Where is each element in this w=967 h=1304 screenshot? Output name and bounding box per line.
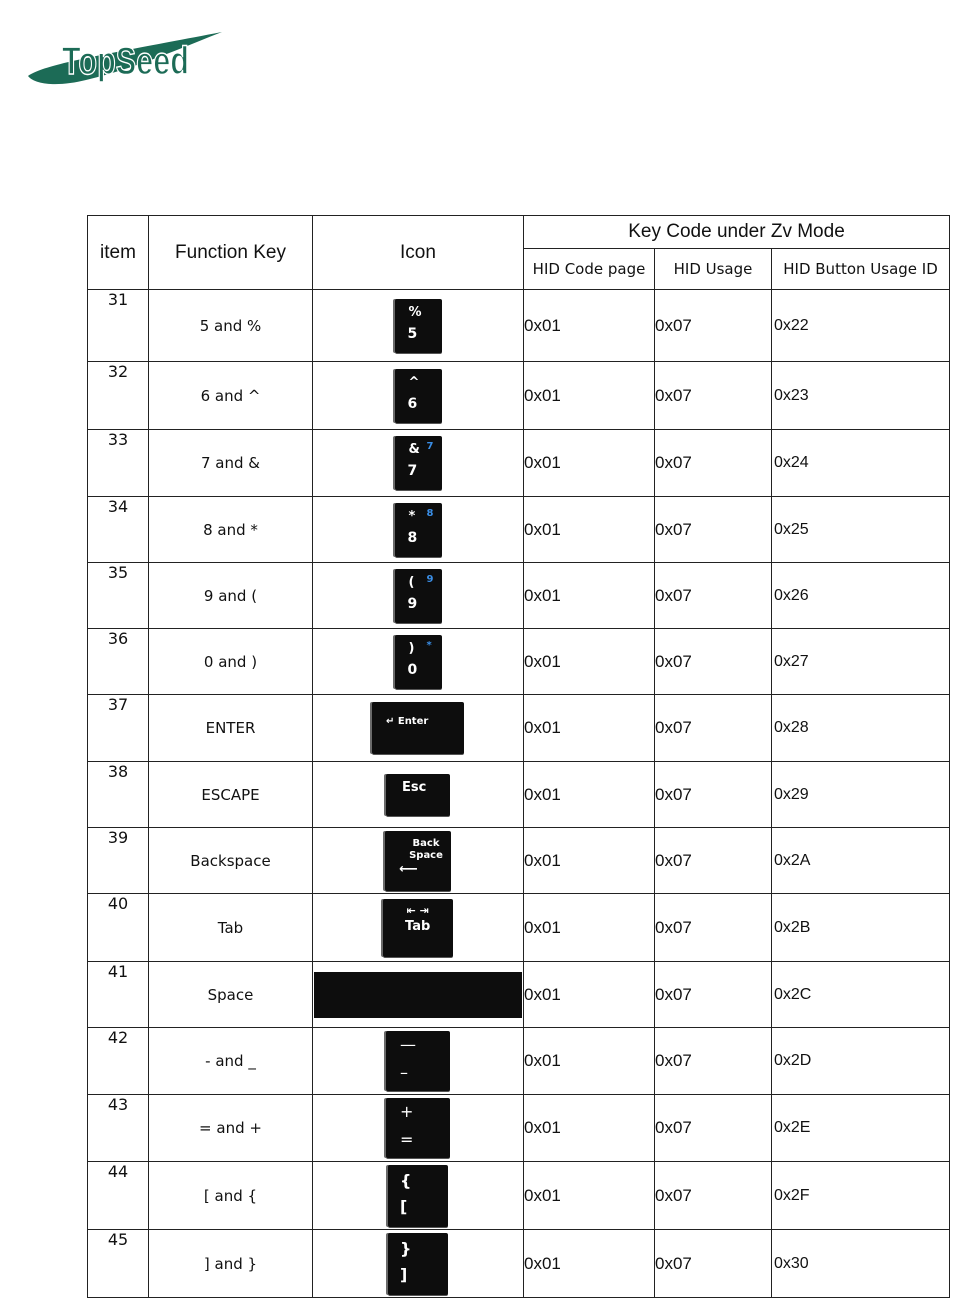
row-hid-button-usage-id: 0x2D — [772, 1028, 950, 1095]
table-row — [88, 1230, 950, 1298]
row-hid-button-usage-id: 0x23 — [772, 362, 950, 430]
row-hid-button-usage-id: 0x2B — [772, 894, 950, 962]
row-icon-cell — [313, 695, 524, 762]
keyboard-key-icon — [395, 635, 442, 689]
row-hid-button-usage-id: 0x2E — [772, 1095, 950, 1162]
key-main-glyph: 6 — [407, 395, 418, 412]
key-label: ↵ Enter — [386, 716, 429, 727]
row-hid-button-usage-id: 0x2F — [772, 1162, 950, 1230]
tab-arrows-icon: ⇤ ⇥ — [406, 903, 429, 917]
row-hid-code-page: 0x01 — [524, 362, 655, 430]
row-icon-cell — [313, 430, 524, 497]
row-hid-code-page: 0x01 — [524, 290, 655, 362]
key-label: Back Space — [409, 837, 443, 861]
row-hid-code-page: 0x01 — [524, 1230, 655, 1298]
key-shift-glyph: + — [400, 1102, 414, 1121]
table-row — [88, 362, 950, 430]
row-hid-code-page: 0x01 — [524, 430, 655, 497]
key-main-glyph: 8 — [407, 529, 418, 546]
header-key-code-group: Key Code under Zv Mode — [524, 216, 950, 249]
key-main-glyph: 0 — [407, 661, 418, 678]
row-item-number: 38 — [88, 762, 149, 828]
table-row — [88, 497, 950, 563]
table-row — [88, 290, 950, 362]
row-function-key: ESCAPE — [149, 762, 313, 828]
row-function-key: Backspace — [149, 828, 313, 894]
table-row — [88, 962, 950, 1028]
row-hid-code-page: 0x01 — [524, 695, 655, 762]
key-shift-glyph: — — [400, 1035, 416, 1054]
row-hid-usage: 0x07 — [655, 1162, 772, 1230]
keyboard-key-icon — [383, 899, 453, 957]
backspace-arrow-icon: ⟵ — [399, 861, 418, 877]
row-hid-button-usage-id: 0x30 — [772, 1230, 950, 1298]
row-hid-code-page: 0x01 — [524, 762, 655, 828]
row-icon-cell — [313, 1095, 524, 1162]
row-hid-usage: 0x07 — [655, 362, 772, 430]
row-hid-code-page: 0x01 — [524, 563, 655, 629]
row-icon-cell — [313, 894, 524, 962]
key-shift-glyph: ) — [408, 640, 415, 656]
row-hid-button-usage-id: 0x22 — [772, 290, 950, 362]
keyboard-key-icon — [395, 436, 442, 490]
row-function-key: Space — [149, 962, 313, 1028]
row-function-key: 8 and * — [149, 497, 313, 563]
table-row — [88, 762, 950, 828]
keyboard-key-icon — [395, 503, 442, 557]
row-item-number: 43 — [88, 1095, 149, 1162]
row-hid-code-page: 0x01 — [524, 962, 655, 1028]
row-function-key: 6 and ^ — [149, 362, 313, 430]
header-hid-button-usage-id: HID Button Usage ID — [772, 249, 950, 290]
row-item-number: 45 — [88, 1230, 149, 1298]
key-shift-glyph: ^ — [408, 374, 420, 390]
key-shift-glyph: * — [408, 508, 416, 524]
row-hid-button-usage-id: 0x25 — [772, 497, 950, 563]
key-main-glyph: 5 — [407, 325, 418, 342]
row-item-number: 41 — [88, 962, 149, 1028]
row-function-key: [ and { — [149, 1162, 313, 1230]
row-hid-usage: 0x07 — [655, 290, 772, 362]
key-main-glyph: 7 — [407, 463, 418, 479]
table-row — [88, 1095, 950, 1162]
row-function-key: = and + — [149, 1095, 313, 1162]
row-hid-usage: 0x07 — [655, 762, 772, 828]
keyboard-key-icon — [314, 972, 522, 1018]
row-item-number: 37 — [88, 695, 149, 762]
keyboard-key-icon — [395, 369, 442, 423]
row-hid-usage: 0x07 — [655, 430, 772, 497]
row-icon-cell — [313, 629, 524, 695]
row-function-key: ENTER — [149, 695, 313, 762]
row-hid-usage: 0x07 — [655, 1095, 772, 1162]
tab-key-label — [405, 903, 430, 935]
row-icon-cell — [313, 497, 524, 563]
row-hid-button-usage-id: 0x2C — [772, 962, 950, 1028]
key-main-glyph: [ — [400, 1196, 408, 1216]
key-main-glyph: – — [400, 1063, 408, 1082]
header-hid-code-page: HID Code page — [524, 249, 655, 290]
keyboard-key-icon — [395, 299, 442, 353]
row-hid-code-page: 0x01 — [524, 1028, 655, 1095]
row-hid-code-page: 0x01 — [524, 1095, 655, 1162]
key-shift-glyph: % — [408, 304, 422, 320]
key-main-glyph: 9 — [407, 595, 418, 612]
keyboard-key-icon — [386, 1031, 450, 1091]
key-numpad-glyph: 7 — [426, 441, 434, 452]
key-code-table — [87, 215, 950, 1298]
row-hid-button-usage-id: 0x26 — [772, 563, 950, 629]
row-function-key: ] and } — [149, 1230, 313, 1298]
row-hid-usage: 0x07 — [655, 828, 772, 894]
row-item-number: 35 — [88, 563, 149, 629]
key-main-glyph: = — [400, 1130, 414, 1149]
row-item-number: 31 — [88, 290, 149, 362]
row-icon-cell — [313, 828, 524, 894]
row-hid-button-usage-id: 0x29 — [772, 762, 950, 828]
table-row — [88, 1028, 950, 1095]
row-function-key: 5 and % — [149, 290, 313, 362]
row-function-key: 0 and ) — [149, 629, 313, 695]
row-hid-usage: 0x07 — [655, 497, 772, 563]
keyboard-key-icon — [388, 1233, 448, 1295]
row-item-number: 39 — [88, 828, 149, 894]
row-item-number: 34 — [88, 497, 149, 563]
row-item-number: 40 — [88, 894, 149, 962]
table-row — [88, 563, 950, 629]
row-hid-usage: 0x07 — [655, 894, 772, 962]
row-hid-button-usage-id: 0x2A — [772, 828, 950, 894]
table-row — [88, 629, 950, 695]
header-item: item — [88, 216, 149, 290]
row-icon-cell — [313, 1162, 524, 1230]
keyboard-key-icon — [386, 774, 450, 816]
key-numpad-glyph: * — [426, 639, 432, 651]
key-numpad-glyph: 8 — [426, 507, 434, 519]
table-row — [88, 894, 950, 962]
table-row — [88, 828, 950, 894]
row-icon-cell — [313, 1028, 524, 1095]
keyboard-key-icon — [385, 831, 451, 891]
topseed-logo — [26, 28, 226, 90]
header-icon: Icon — [313, 216, 524, 290]
row-function-key: 7 and & — [149, 430, 313, 497]
keyboard-key-icon — [386, 1098, 450, 1158]
key-shift-glyph: { — [400, 1170, 412, 1190]
row-item-number: 44 — [88, 1162, 149, 1230]
row-icon-cell — [313, 362, 524, 430]
table-row — [88, 430, 950, 497]
row-item-number: 36 — [88, 629, 149, 695]
row-hid-code-page: 0x01 — [524, 629, 655, 695]
row-icon-cell — [313, 563, 524, 629]
row-function-key: 9 and ( — [149, 563, 313, 629]
row-item-number: 33 — [88, 430, 149, 497]
row-hid-code-page: 0x01 — [524, 894, 655, 962]
key-main-glyph: ] — [400, 1264, 408, 1284]
row-icon-cell — [313, 762, 524, 828]
key-label: Tab — [405, 918, 431, 934]
row-hid-usage: 0x07 — [655, 1230, 772, 1298]
row-function-key: - and _ — [149, 1028, 313, 1095]
row-hid-usage: 0x07 — [655, 629, 772, 695]
row-icon-cell — [313, 962, 524, 1028]
row-hid-usage: 0x07 — [655, 563, 772, 629]
header-hid-usage: HID Usage — [655, 249, 772, 290]
keyboard-key-icon — [372, 702, 464, 754]
row-hid-usage: 0x07 — [655, 962, 772, 1028]
row-hid-usage: 0x07 — [655, 1028, 772, 1095]
row-item-number: 32 — [88, 362, 149, 430]
row-icon-cell — [313, 1230, 524, 1298]
row-hid-code-page: 0x01 — [524, 497, 655, 563]
row-hid-button-usage-id: 0x27 — [772, 629, 950, 695]
row-hid-usage: 0x07 — [655, 695, 772, 762]
row-function-key: Tab — [149, 894, 313, 962]
key-shift-glyph: & — [408, 442, 420, 457]
row-item-number: 42 — [88, 1028, 149, 1095]
row-hid-code-page: 0x01 — [524, 1162, 655, 1230]
keyboard-key-icon — [395, 569, 442, 623]
row-icon-cell — [313, 290, 524, 362]
key-numpad-glyph: 9 — [426, 573, 434, 585]
key-label: Esc — [402, 779, 427, 795]
logo-text: TopSeed — [62, 39, 189, 83]
header-function-key: Function Key — [149, 216, 313, 290]
row-hid-button-usage-id: 0x24 — [772, 430, 950, 497]
key-shift-glyph: } — [400, 1238, 412, 1258]
row-hid-code-page: 0x01 — [524, 828, 655, 894]
keyboard-key-icon — [388, 1165, 448, 1227]
table-row — [88, 1162, 950, 1230]
key-shift-glyph: ( — [408, 574, 415, 590]
row-hid-button-usage-id: 0x28 — [772, 695, 950, 762]
table-row — [88, 695, 950, 762]
